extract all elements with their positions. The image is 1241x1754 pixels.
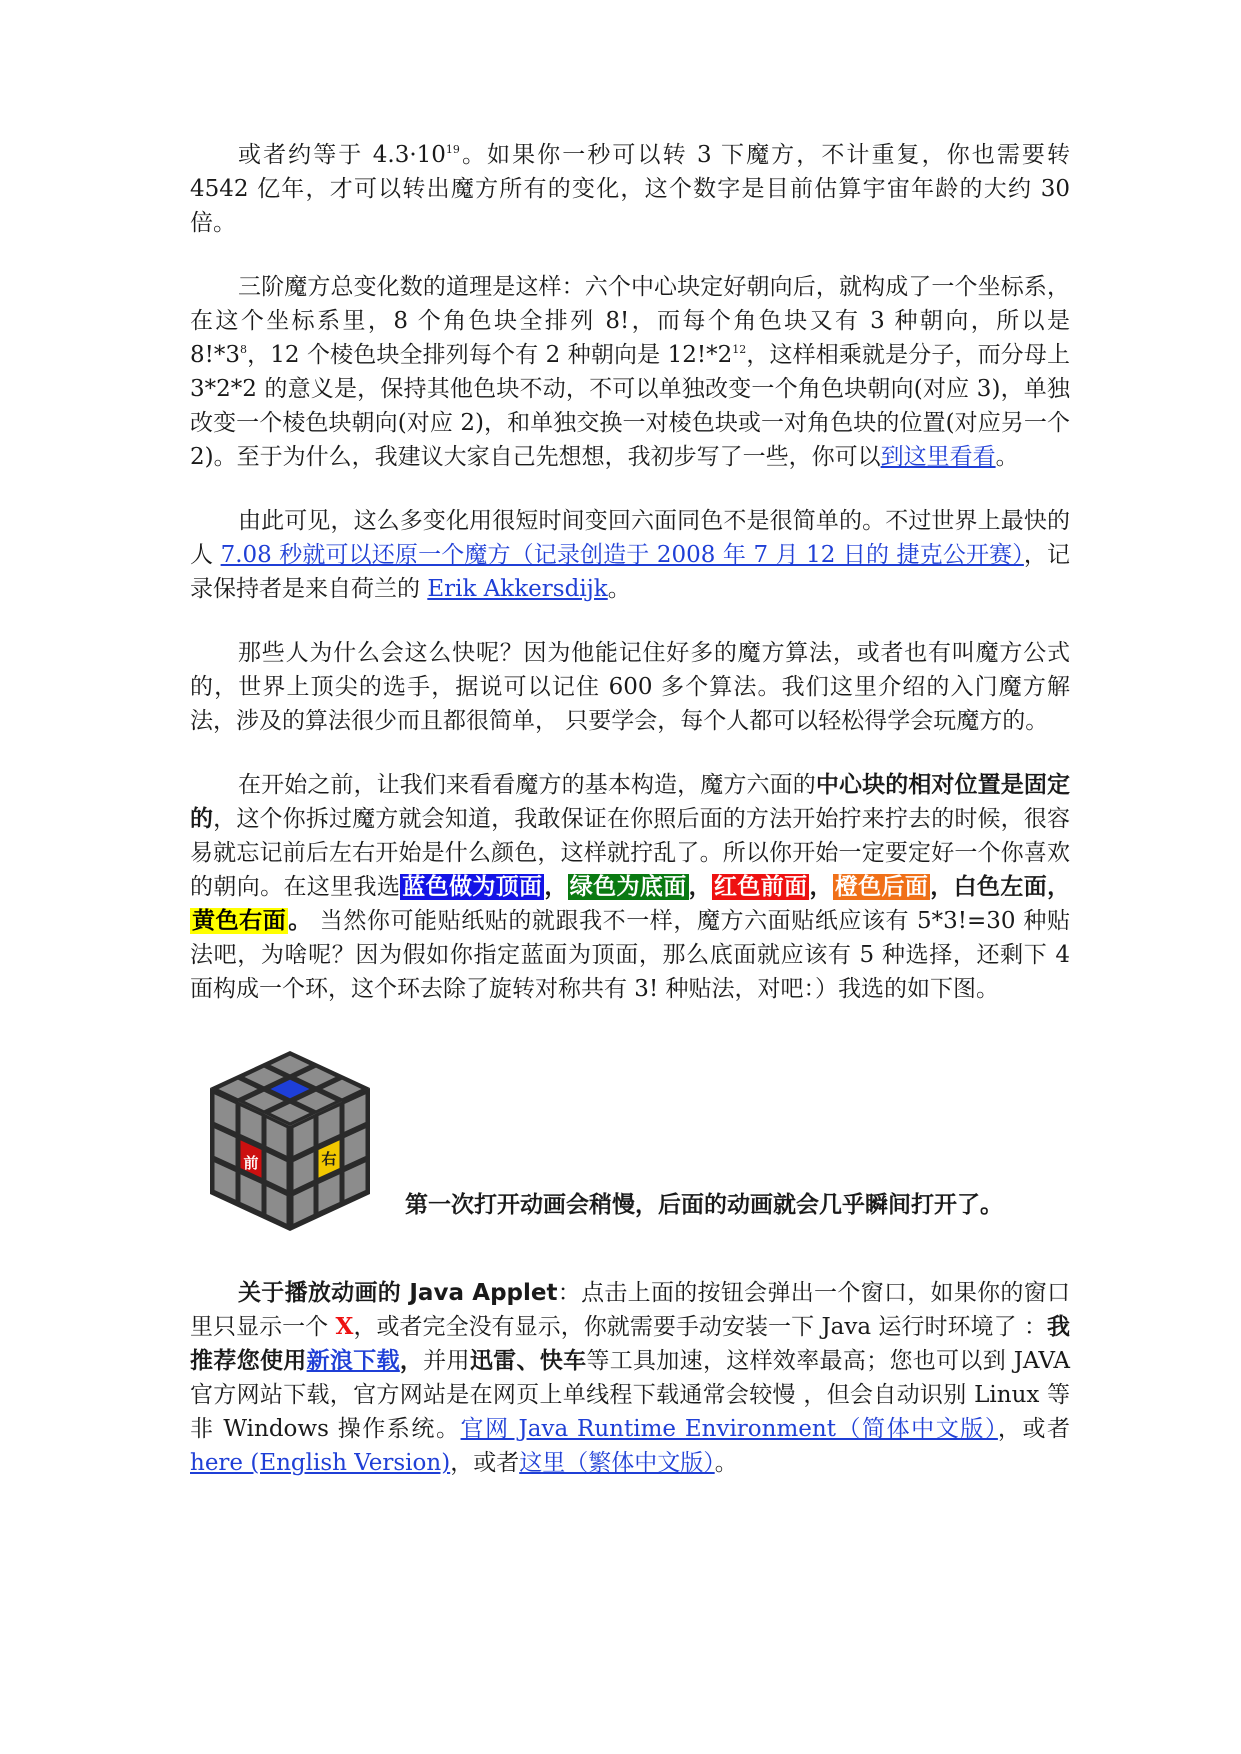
superscript: 12 xyxy=(732,343,747,356)
text-segment: 当然你可能贴纸贴的就跟我不一样，魔方六面贴纸应该有 5*3!=30 种贴法吧，为啥呢？因为假如你指定蓝面为顶面，那么底面就应该有 5 种选择，还剩下 4 面构成一个环，这个环去除了旋转对称共有 3! 种贴法，对吧：）我选的如下图。 xyxy=(190,908,1071,1002)
text-segment: ，12 个棱色块全排列每个有 2 种朝向是 12!*2 xyxy=(247,342,733,368)
see-here-link[interactable]: 到这里看看 xyxy=(880,444,996,470)
paragraph-world-record xyxy=(190,504,1070,606)
world-record-link[interactable]: 7.08 秒就可以还原一个魔方（记录创造于 2008 年 7 月 12 日的 捷克公开赛） xyxy=(220,542,1024,568)
text-segment: ，或者 xyxy=(997,1416,1071,1442)
separator: ， xyxy=(809,874,833,900)
text-segment: ，这样相乘就是分子，而分母上 3*2*2 的意义是，保持其他色块不动，不可以单独改变一个角色块朝向(对应 3)，单独改变一个棱色块朝向(对应 2)，和单独交换一对棱色块或一对角色块的位置(对应另一个 2)。至于为什么，我建议大家自己先想想，我初步写了一些，你可以 xyxy=(190,342,1070,470)
separator: ， xyxy=(688,874,712,900)
text-segment: 在开始之前，让我们来看看魔方的基本构造，魔方六面的 xyxy=(238,772,816,798)
separator: 。 xyxy=(288,908,312,934)
superscript: 8 xyxy=(240,343,248,356)
text-segment: 或者约等于 4.3·10 xyxy=(238,142,446,168)
sina-download-link[interactable]: 新浪下载 xyxy=(306,1348,400,1374)
text-segment: 由此可见，这么多变化用很短时间变回六面同色不是很简单的。不过世界上最快的人 xyxy=(190,508,1070,568)
rubiks-cube-image xyxy=(200,1046,380,1236)
java-official-zh-link[interactable]: 官网 Java Runtime Environment（简体中文版） xyxy=(460,1416,998,1442)
cube-figure xyxy=(190,1046,1070,1246)
front-face-label: 前 xyxy=(243,1154,259,1172)
erik-akkersdijk-link[interactable]: Erik Akkersdijk xyxy=(427,576,608,602)
separator: ， xyxy=(930,874,954,900)
highlight-green-bottom: 绿色为底面 xyxy=(569,874,687,900)
text-segment: ，或者完全没有显示，你就需要手动安装一下 Java 运行时环境了 ： xyxy=(353,1314,1047,1340)
animation-caption: 第一次打开动画会稍慢，后面的动画就会几乎瞬间打开了。 xyxy=(405,1192,1003,1218)
text-segment: ，这个你拆过魔方就会知道，我敢保证在你照后面的方法开始拧来拧去的时候，很容易就忘记前后左右开始是什么颜色，这样就拧乱了。所以你开始一定要定好一个你喜欢的朝向。在这里我选 xyxy=(190,806,1071,900)
text-segment: 等工具加速，这样效率最高；您也可以到 JAVA 官方网站下载，官方网站是在网页上单线程下载通常会较慢 ，但会自动识别 Linux 等非 Windows 操作系统。 xyxy=(190,1348,1071,1442)
java-traditional-zh-link[interactable]: 这里（繁体中文版） xyxy=(519,1450,715,1476)
red-x-mark: X xyxy=(335,1313,354,1340)
separator: ， xyxy=(544,874,568,900)
right-face-label: 右 xyxy=(321,1150,337,1168)
text-segment: ，记录保持者是来自荷兰的 xyxy=(190,542,1071,602)
paragraph-combinations-estimate xyxy=(190,138,1070,240)
highlight-yellow-right: 黄色右面 xyxy=(192,908,287,934)
text-segment: ，或者 xyxy=(450,1450,520,1476)
bold-java-applet: 关于播放动画的 Java Applet xyxy=(238,1280,558,1306)
superscript: 19 xyxy=(445,143,460,156)
separator: ， xyxy=(399,1348,424,1374)
text-segment: 。 xyxy=(714,1450,738,1476)
separator: ， xyxy=(1047,874,1071,900)
text-segment: 。如果你一秒可以转 3 下魔方，不计重复，你也需要转 4542 亿年，才可以转出魔方所有的变化，这个数字是目前估算宇宙年龄的大约 30 倍。 xyxy=(190,142,1070,236)
java-english-link[interactable]: here (English Version) xyxy=(190,1450,451,1476)
highlight-red-front: 红色前面 xyxy=(713,874,808,900)
bold-recommend: 我推荐您使用 xyxy=(190,1314,1070,1374)
text-segment: 。 xyxy=(607,576,631,602)
paragraph-total-variations xyxy=(190,270,1070,474)
text-segment: ：点击上面的按钮会弹出一个窗口，如果你的窗口里只显示一个 xyxy=(190,1280,1071,1340)
document-page xyxy=(190,138,1070,1510)
paragraph-why-fast: 那些人为什么会这么快呢？因为他能记住好多的魔方算法，或者也有叫魔方公式的，世界上顶尖的选手，据说可以记住 600 多个算法。我们这里介绍的入门魔方解法，涉及的算法很少而且都很简单， 只要学会，每个人都可以轻松得学会玩魔方的。 xyxy=(190,640,1070,734)
bold-white-left: 白色左面 xyxy=(953,874,1048,900)
bold-fixed-centers: 中心块的相对位置是固定的 xyxy=(190,772,1071,832)
text-segment: 三阶魔方总变化数的道理是这样：六个中心块定好朝向后，就构成了一个坐标系，在这个坐标系里，8 个角色块全排列 8!，而每个角色块又有 3 种朝向，所以是 8!*3 xyxy=(190,274,1070,368)
highlight-blue-top: 蓝色做为顶面 xyxy=(402,874,543,900)
paragraph-java-applet xyxy=(190,1276,1070,1480)
text-segment: 。 xyxy=(995,444,1019,470)
paragraph-color-orientation xyxy=(190,768,1070,1006)
text-segment: 并用 xyxy=(423,1348,470,1374)
highlight-orange-back: 橙色后面 xyxy=(834,874,929,900)
bold-download-tools: 迅雷、快车 xyxy=(469,1348,587,1374)
